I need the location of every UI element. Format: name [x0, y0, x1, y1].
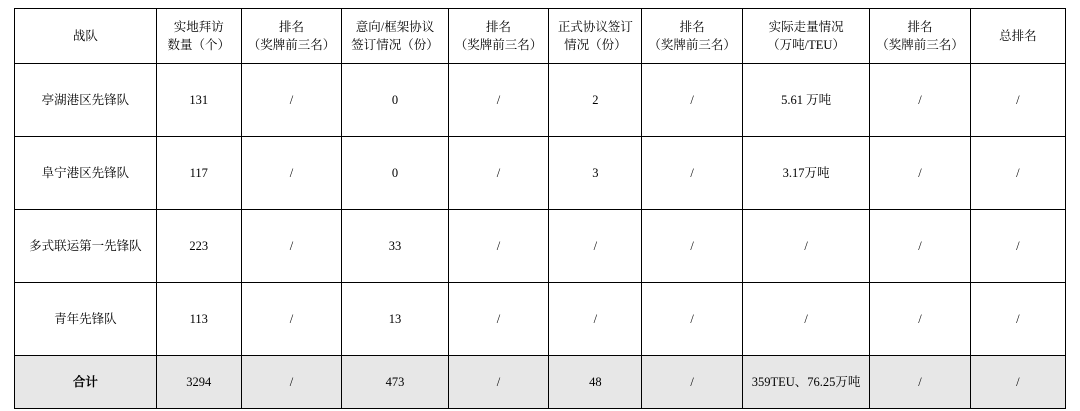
cell-rank4: / — [870, 137, 970, 210]
cell-total-formal: 48 — [549, 356, 642, 409]
cell-volume: / — [742, 210, 869, 283]
cell-rank1: / — [241, 283, 341, 356]
column-header-rank2-line2: （奖牌前三名） — [454, 38, 543, 52]
cell-total-overall: / — [970, 356, 1065, 409]
cell-rank3: / — [642, 64, 742, 137]
cell-volume: 5.61 万吨 — [742, 64, 869, 137]
cell-formal: 3 — [549, 137, 642, 210]
column-header-rank4-line2: （奖牌前三名） — [876, 38, 964, 52]
cell-rank3: / — [642, 210, 742, 283]
cell-total-visit: 3294 — [156, 356, 241, 409]
cell-team: 亭湖港区先锋队 — [15, 64, 157, 137]
cell-total-rank1: / — [241, 356, 341, 409]
cell-team: 青年先锋队 — [15, 283, 157, 356]
column-header-total — [970, 9, 1065, 64]
column-header-rank3 — [642, 9, 742, 64]
cell-intent: 0 — [342, 137, 449, 210]
cell-total: / — [970, 283, 1065, 356]
cell-rank3: / — [642, 283, 742, 356]
table-total-row — [15, 356, 1066, 409]
cell-rank3: / — [642, 137, 742, 210]
column-header-rank1 — [241, 9, 341, 64]
table-header — [15, 9, 1066, 64]
cell-total-rank2: / — [448, 356, 548, 409]
column-header-rank3-line2: （奖牌前三名） — [648, 38, 736, 52]
cell-visit: 223 — [156, 210, 241, 283]
column-header-rank1-line2: （奖牌前三名） — [247, 38, 336, 52]
cell-total-rank3: / — [642, 356, 742, 409]
cell-total-volume: 359TEU、76.25万吨 — [742, 356, 869, 409]
cell-visit: 113 — [156, 283, 241, 356]
cell-rank4: / — [870, 64, 970, 137]
column-header-rank4 — [870, 9, 970, 64]
statistics-table — [14, 8, 1066, 409]
cell-total-intent: 473 — [342, 356, 449, 409]
cell-rank2: / — [448, 137, 548, 210]
column-header-visit — [156, 9, 241, 64]
column-header-team — [15, 9, 157, 64]
cell-formal: / — [549, 283, 642, 356]
cell-rank1: / — [241, 64, 341, 137]
column-header-visit-line2: 数量（个） — [167, 38, 231, 52]
column-header-intent — [342, 9, 449, 64]
column-header-rank2 — [448, 9, 548, 64]
column-header-rank3-line1: 排名 — [679, 19, 705, 34]
column-header-total-line1: 总排名 — [999, 28, 1037, 43]
table-row — [15, 64, 1066, 137]
cell-rank2: / — [448, 64, 548, 137]
column-header-intent-line1: 意向/框架协议 — [355, 19, 435, 34]
column-header-volume-line2: （万吨/TEU） — [767, 38, 845, 52]
cell-visit: 131 — [156, 64, 241, 137]
cell-intent: 13 — [342, 283, 449, 356]
column-header-formal-line2: 情况（份） — [564, 38, 627, 52]
column-header-team-line1: 战队 — [72, 28, 98, 43]
cell-intent: 0 — [342, 64, 449, 137]
cell-rank2: / — [448, 210, 548, 283]
column-header-intent-line2: 签订情况（份） — [351, 38, 439, 52]
cell-volume: 3.17万吨 — [742, 137, 869, 210]
cell-formal: / — [549, 210, 642, 283]
cell-total: / — [970, 137, 1065, 210]
cell-rank4: / — [870, 283, 970, 356]
cell-visit: 117 — [156, 137, 241, 210]
cell-intent: 33 — [342, 210, 449, 283]
column-header-rank1-line1: 排名 — [278, 19, 304, 34]
cell-rank2: / — [448, 283, 548, 356]
column-header-rank2-line1: 排名 — [486, 19, 512, 34]
table-row — [15, 283, 1066, 356]
cell-team: 阜宁港区先锋队 — [15, 137, 157, 210]
cell-total: / — [970, 64, 1065, 137]
cell-formal: 2 — [549, 64, 642, 137]
cell-volume: / — [742, 283, 869, 356]
cell-team: 多式联运第一先锋队 — [15, 210, 157, 283]
column-header-formal-line1: 正式协议签订 — [557, 19, 633, 34]
table-row — [15, 137, 1066, 210]
cell-rank1: / — [241, 137, 341, 210]
column-header-volume-line1: 实际走量情况 — [768, 19, 844, 34]
column-header-volume — [742, 9, 869, 64]
table-header-row — [15, 9, 1066, 64]
table-body — [15, 64, 1066, 409]
column-header-visit-line1: 实地拜访 — [173, 19, 224, 34]
table-row — [15, 210, 1066, 283]
cell-total: / — [970, 210, 1065, 283]
column-header-rank4-line1: 排名 — [907, 19, 933, 34]
cell-rank4: / — [870, 210, 970, 283]
cell-total-label: 合计 — [15, 356, 157, 409]
cell-total-rank4: / — [870, 356, 970, 409]
cell-rank1: / — [241, 210, 341, 283]
column-header-formal — [549, 9, 642, 64]
